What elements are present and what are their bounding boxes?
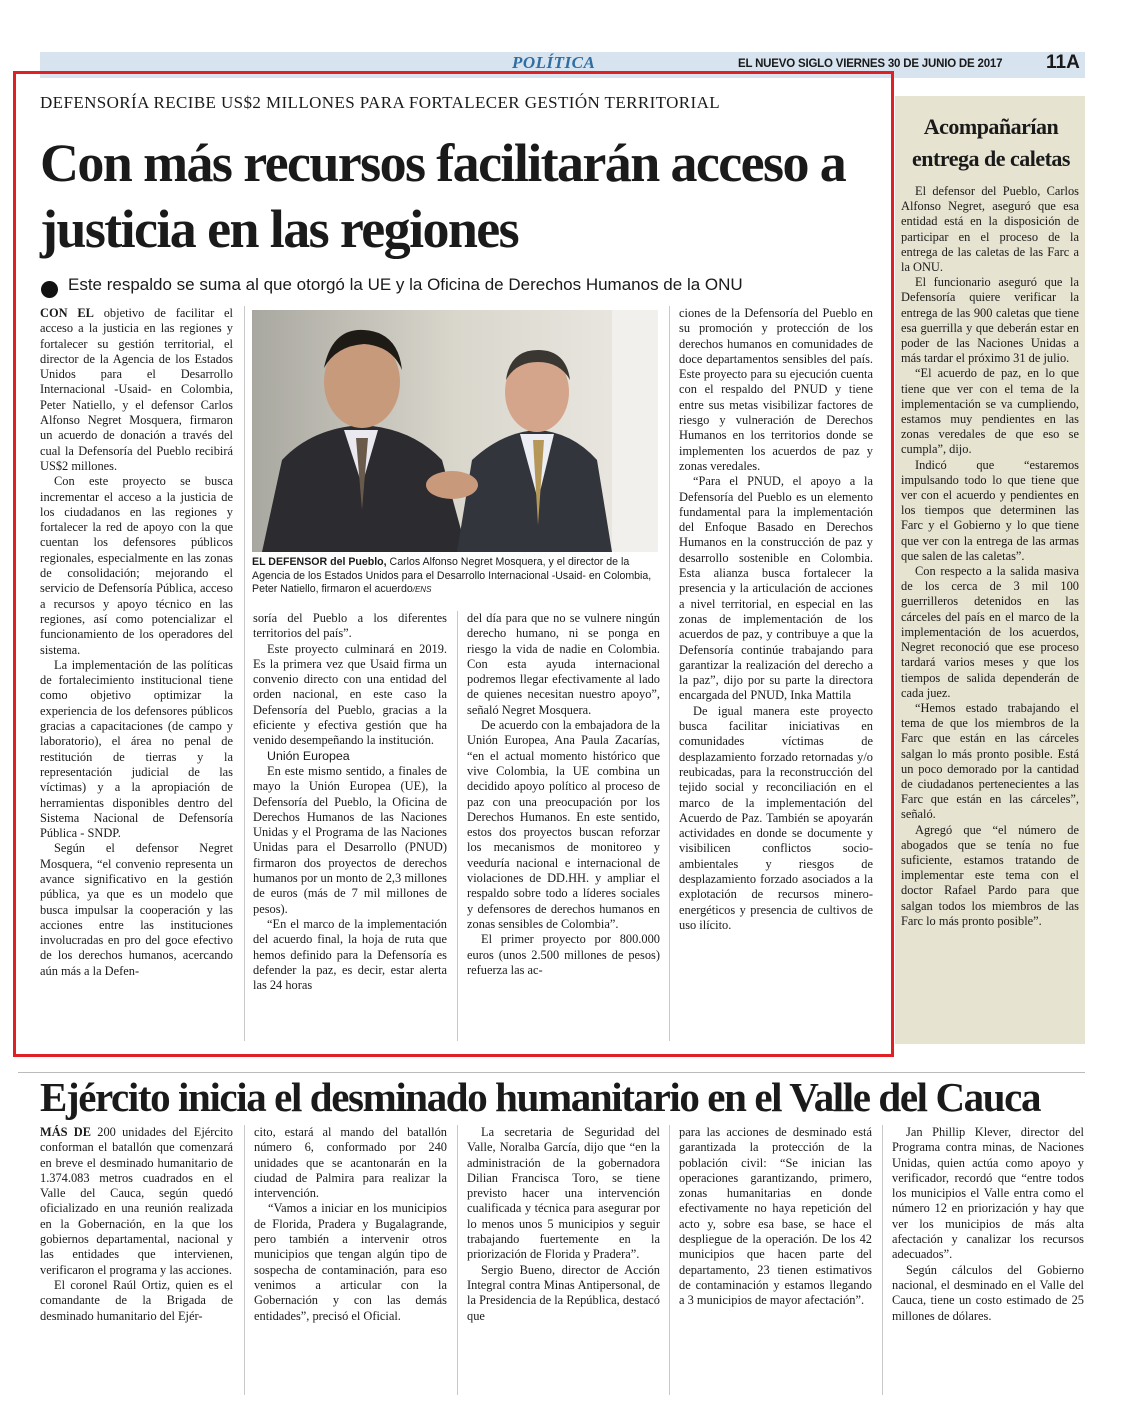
paragraph: MÁS DE 200 unidades del Ejército conforman el batallón que comenzará en breve el desminado humanitario de 1.374.083 metros cuadrados en el Valle del Cauca, según quedó oficializado en una reunión realizada en la Gobernación, en la que los gobiernos departamental, nacional y las entidades que intervienen, verificaron el programa y las acciones. (40, 1125, 233, 1277)
paragraph: De acuerdo con la embajadora de la Unión Europea, Ana Paula Zacarías, “en el actual momento histórico que vive Colombia, la UE combina un decidido apoyo político al proceso de paz con una preocupación por los Derechos Humanos. En este sentido, estos dos proyectos buscan reforzar los mecanismos de monitoreo y veeduría nacional e internacional de violaciones de DD.HH. y ampliar el respaldo sobre todo a líderes sociales y defensores de derechos humanos en zonas sensibles de Colombia”. (467, 718, 660, 931)
paragraph: El coronel Raúl Ortiz, quien es el comandante de la Brigada de desminado humanitario del Ejér- (40, 1277, 233, 1323)
column-rule (669, 1125, 670, 1395)
page-number: 11A (1046, 52, 1080, 73)
sidebar-paragraph: El funcionario aseguró que la Defensoría quiere verificar la entrega de las 900 caletas que tiene esa guerrilla y que deberán estar en poder de las Naciones Unidas a más tardar el próximo 31 de julio. (901, 275, 1079, 366)
lead-in: MÁS DE (40, 1125, 91, 1139)
paragraph: CON EL objetivo de facilitar el acceso a la justicia en las regiones y fortalecer su gestión territorial, el director de la Agencia de los Estados Unidos para el Desarrollo Internacional -Usaid- en Colombia, Peter Natiello, y el defensor Carlos Alfonso Negret Mosquera, firmaron un acuerdo de donación a través del cual la Defensoría del Pueblo recibirá US$2 millones. (40, 306, 233, 473)
column-rule (457, 1125, 458, 1395)
sidebar-paragraph: “El acuerdo de paz, en lo que tiene que ver con el tema de la implementación se va cumpliendo, estamos muy pendientes en las zonas veredales de que eso se cumpla”, dijo. (901, 366, 1079, 457)
subheading: Unión Europea (267, 748, 350, 763)
paragraph: ciones de la Defensoría del Pueblo en su promoción y protección de los derechos humanos en comunidades de doce departamentos sensibles del país. Este proyecto para su ejecución cuenta con el respaldo del PNUD y tiene entre sus metas visibilizar factores de riesgo y vulneración de Derechos Humanos en los territorios donde se implementen los acuerdos de paz y zonas veredales. (679, 306, 873, 473)
paragraph: El primer proyecto por 800.000 euros (unos 2.500 millones de pesos) refuerza las ac- (467, 932, 660, 977)
paragraph: Con este proyecto se busca incrementar el acceso a la justicia de los ciudadanos en las regiones y fortalecer la red de apoyo con la que cuentan los defensores públicos regionales, especialmente en las zonas de consolidación; mejorando el servicio de Defensoría Pública, acceso a recursos y apoyo técnico en las regiones, así como potencializar el funcionamiento de los operadores del sistema. (40, 474, 233, 657)
sidebar-title: Acompañarían entrega de caletas (912, 114, 1070, 171)
paragraph: Este proyecto culminará en 2019. Es la primera vez que Usaid firma un convenio directo con una entidad del orden nacional, en este caso la Defensoría del Pueblo, gracias a la eficiente y efectiva gestión que ha venido desempeñando la institución. (253, 641, 447, 748)
paragraph: “Vamos a iniciar en los municipios de Florida, Pradera y Bugalagrande, pero también a intervenir otros municipios que tengan algún tipo de sospecha de contaminación, para eso venimos a articular con la Gobernación y con las demás entidades”, precisó el Oficial. (254, 1201, 447, 1323)
paragraph: Jan Phillip Klever, director del Programa contra minas, de Naciones Unidas, quien actúa como apoyo y verificador, recordó que “entre todos los municipios el Valle entra como el número 12 en priorización y hay que ver los municipios de más alta afectación y canalizar los recursos adecuados”. (892, 1125, 1084, 1262)
paragraph: “Para el PNUD, el apoyo a la Defensoría del Pueblo es un elemento fundamental para la implementación del Enfoque Basado en Derechos Humanos en la construcción de paz y desarrollo sostenible en Colombia. Esta alianza busca fortalecer la presencia y la articulación de acciones a nivel territorial, en especial en las zonas de implementación de los acuerdos de paz, y contribuye a que la Defensoría continúe trabajando para garantizar la realización del derecho a la paz”, dijo por su parte la directora encargada del PNUD, Inka Mattila (679, 474, 873, 703)
paragraph: En este mismo sentido, a finales de mayo la Unión Europea (UE), la Defensoría del Pueblo, la Oficina de Derechos Humanos de las Naciones Unidas y el Programa de las Naciones Unidas para el Desarrollo (PNUD) firmaron dos proyectos de derechos humanos por un monto de 2,3 millones de euros (más de 7 mil millones de pesos). (253, 763, 447, 916)
paragraph: cito, estará al mando del batallón número 6, conformado por 240 unidades que se acantonarán en la ciudad de Palmira para realizar la intervención. (254, 1125, 447, 1201)
second-headline: Ejército inicia el desminado humanitario en el Valle del Cauca (40, 1074, 1041, 1120)
photo-caption: EL DEFENSOR del Pueblo, Carlos Alfonso Negret Mosquera, y el director de la Agencia de los Estados Unidos para el Desarrollo Internacional -Usaid- en Colombia, Peter Natiello, firmaron el acuerdo/ENS (252, 556, 652, 596)
paragraph: del día para que no se vulnere ningún derecho humano, ni se ponga en riesgo la vida de nadie en Colombia. Con esta ayuda internacional podremos llegar efectivamente al lado de quienes necesitan nuestro apoyo”, señaló Negret Mosquera. (467, 611, 660, 717)
photo-credit: /ENS (412, 585, 432, 595)
sidebar-paragraph: “Hemos estado trabajando el tema de que los miembros de la Farc que están en las cárceles salgan lo más pronto posible. Está un poco demorado por la cantidad de ciudadanos pertenecientes a las Farc que están en las cárceles”, señaló. (901, 700, 1079, 822)
paragraph: Según cálculos del Gobierno nacional, el desminado en el Valle del Cauca, tiene un costo estimado de 25 millones de dólares. (892, 1262, 1084, 1323)
second-column-5 (892, 1125, 1084, 1324)
column-rule (244, 1125, 245, 1395)
paragraph: soría del Pueblo a los diferentes territorios del país”. (253, 611, 447, 641)
paragraph: “En el marco de la implementación del acuerdo final, la hoja de ruta que hemos definido para la Defensoría es defender la paz, es decir, estar alerta las 24 horas (253, 916, 447, 993)
article-headline: Con más recursos facilitarán acceso a justicia en las regiones (40, 133, 846, 259)
article-kicker: DEFENSORÍA RECIBE US$2 MILLONES PARA FORTALECER GESTIÓN TERRITORIAL (40, 93, 721, 112)
sidebar-paragraph: Indicó que “estaremos impulsando todo lo que tiene que ver con el acuerdo y pendientes en los tiempos que determinen las Farc y el Gobierno y lo que tiene que ver con la entrega de las armas que salen de las caletas”. (901, 457, 1079, 563)
sidebar-body (901, 184, 1079, 929)
second-column-4 (679, 1125, 872, 1309)
paragraph: Sergio Bueno, director de Acción Integral contra Minas Antipersonal, de la Presidencia de la República, destacó que (467, 1262, 660, 1323)
paragraph: Según el defensor Negret Mosquera, “el convenio representa un avance significativo en la gestión pública, ya que es un modelo que busca impulsar la cooperación y las acciones entre las instituciones involucradas en pro del goce efectivo de los derechos humanos, acercando aún más a la Defen- (40, 841, 233, 978)
paragraph: para las acciones de desminado está garantizada la protección de la población civil: “Se inician las operaciones garantizando, primero, zonas humanitarias en donde efectivamente no haya repetición del acto y, sobre esa base, se hace el despliegue de la operación. De los 42 municipios que hacen parte del departamento, 23 tienen estimativos de contaminación y estamos llegando a 3 municipios de mayor afectación”. (679, 1125, 872, 1308)
second-column-3 (467, 1125, 660, 1324)
date-line: EL NUEVO SIGLO VIERNES 30 DE JUNIO DE 2017 (738, 58, 1003, 70)
paragraph: La secretaria de Seguridad del Valle, Noralba García, dijo que “en la administración de la gobernadora Dilian Francisca Toro, se tiene previsto hacer una intervención cualificada y técnica para asegurar por lo menos unos 5 municipios y seguir trabajando fuertemente en la priorización de Florida y Pradera”. (467, 1125, 660, 1262)
paragraph: De igual manera este proyecto busca facilitar iniciativas en comunidades víctimas de desplazamiento forzado retornadas y/o reubicadas, para la reconstrucción del tejido social y reconciliación en el marco de la implementación del Acuerdo de Paz. También se apoyarán actividades en donde se documente y visibilicen conflictos socio-ambientales y riesgos de desplazamiento forzado asociados a la explotación de recursos minero-energéticos y presencia de cultivos de uso ilícito. (679, 703, 873, 932)
column-rule (882, 1125, 883, 1395)
second-column-1 (40, 1125, 233, 1324)
sidebar-paragraph: El defensor del Pueblo, Carlos Alfonso Negret, aseguró que esa entidad está en la disposición de participar en el proceso de la entrega de las caletas de las Farc a la ONU. (901, 184, 1079, 275)
paragraph: La implementación de las políticas de fortalecimiento institucional tiene como objetivo optimizar la experiencia de los defensores públicos gracias a capacitaciones (de campo y laboratorio), el área no penal de restitución de tierras y la representación judicial de las víctimas) y a la apropiación de herramientas disponibles dentro del Sistema Nacional de Defensoría Pública - SNDP. (40, 657, 233, 841)
highlight-frame (13, 71, 894, 1057)
sidebar-paragraph: Agregó que “el número de abogados que se tenía no fue suficiente, estamos tratando de implementar este tema con el doctor Rafael Pardo para que salgan todos los miembros de las Farc lo más pronto posible”. (901, 822, 1079, 928)
article-subhead: Este respaldo se suma al que otorgó la UE y la Oficina de Derechos Humanos de la ONU (68, 275, 743, 294)
sidebar-paragraph: Con respecto a la salida masiva de los cerca de 3 mil 100 guerrilleros detenidos en las cárceles del país en el marco de la implementación de los acuerdos, Negret reconoció que ese proceso tardará varios meses y que los tiempos de salida dependerán de cada juez. (901, 564, 1079, 700)
section-label: POLÍTICA (512, 53, 596, 72)
second-column-2 (254, 1125, 447, 1324)
lead-in: CON EL (40, 306, 94, 320)
